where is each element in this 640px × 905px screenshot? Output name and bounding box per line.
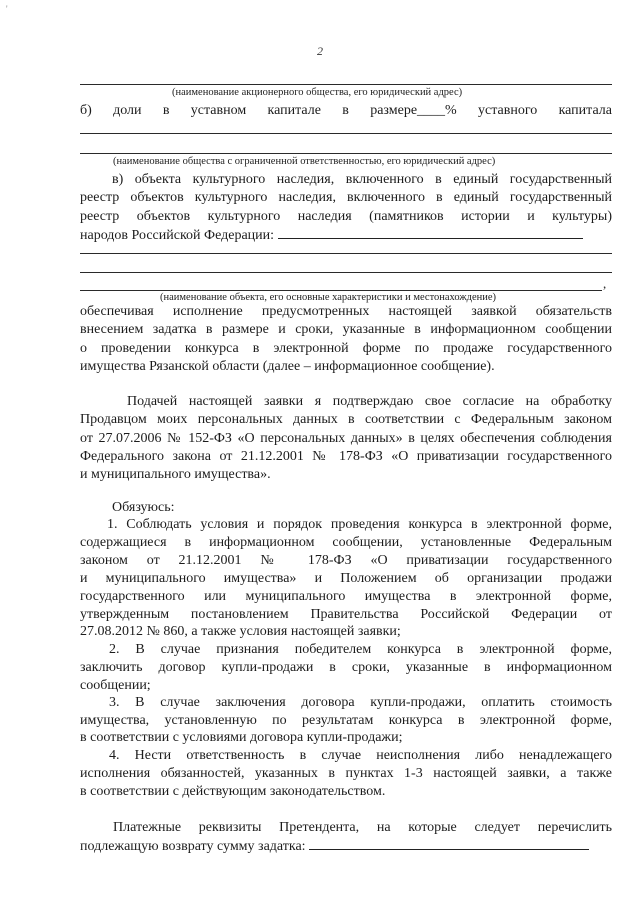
llc-name-caption: (наименование общества с ограниченной ответственностью, его юридический адрес) xyxy=(113,156,496,167)
obligation-line-16: в соответствии с действующим законодательством. xyxy=(80,784,386,799)
obligation-line-10: сообщении; xyxy=(80,678,151,693)
heritage-fill-line-1 xyxy=(80,253,612,254)
obligation-line-3: законом от 21.12.2001 № 178-ФЗ «О приватизации государственного xyxy=(80,553,612,568)
obligation-line-8: 2. В случае признания победителем конкурса в электронной форме, xyxy=(109,642,612,657)
consent-line-5: и муниципального имущества». xyxy=(80,467,271,482)
page-number: 2 xyxy=(317,44,323,58)
heritage-line-3: реестр объектов культурного наследия (памятников истории и культуры) xyxy=(80,209,612,224)
obligation-line-2: содержащиеся в информационном сообщении, установленные Федеральным xyxy=(80,535,612,550)
jsc-name-caption: (наименование акционерного общества, его юридический адрес) xyxy=(172,87,463,98)
obligation-line-13: в соответствии с условиями договора купли-продажи; xyxy=(80,730,403,745)
consent-line-4: Федерального закона от 21.12.2001 № 178-ФЗ «О приватизации государственного xyxy=(80,449,612,464)
llc-name-line-1 xyxy=(80,133,612,134)
heritage-fill-line-2 xyxy=(80,272,612,273)
llc-name-line-2 xyxy=(80,153,612,154)
share-capital-line: б) доли в уставном капитале в размере____% уставного капитала xyxy=(80,103,612,118)
consent-line-2: Продавцом моих персональных данных в соответствии с Федеральным законом xyxy=(80,412,612,427)
deposit-line-3: о проведении конкурса в электронной форме по продаже государственного xyxy=(80,341,612,356)
payment-line-2: подлежащую возврату сумму задатка: xyxy=(80,838,612,854)
heritage-line-1: в) объекта культурного наследия, включенного в единый государственный xyxy=(112,172,612,187)
deposit-line-4: имущества Рязанской области (далее – информационное сообщение). xyxy=(80,359,495,374)
obligation-line-15: исполнения обязанностей, указанных в пунктах 1-3 настоящей заявки, а также xyxy=(80,766,612,781)
heritage-object-field[interactable] xyxy=(278,227,583,239)
obligation-line-7: 27.08.2012 № 860, а также условия настоящей заявки; xyxy=(80,624,401,639)
payment-details-field[interactable] xyxy=(309,838,589,850)
share-percent-field[interactable]: ____ xyxy=(417,103,446,118)
heritage-trailing-comma: , xyxy=(603,276,607,291)
obligation-line-6: утвержденным постановлением Правительства Российской Федерации от xyxy=(80,607,612,622)
consent-line-1: Подачей настоящей заявки я подтверждаю свое согласие на обработку xyxy=(127,394,612,409)
obligation-line-5: государственного или муниципального имущества в электронной форме, xyxy=(80,589,612,604)
jsc-name-line xyxy=(80,84,612,85)
heritage-fill-line-3 xyxy=(80,290,602,291)
consent-line-3: от 27.07.2006 № 152-ФЗ «О персональных данных» в целях обеспечения соблюдения xyxy=(80,431,612,446)
deposit-line-2: внесением задатка в размере и сроки, указанные в информационном сообщении xyxy=(80,322,612,337)
payment-line-1: Платежные реквизиты Претендента, на которые следует перечислить xyxy=(113,820,612,835)
obligation-line-11: 3. В случае заключения договора купли-продажи, оплатить стоимость xyxy=(109,695,612,710)
obligation-line-9: заключить договор купли-продажи в сроки, указанные в информационном xyxy=(80,660,612,675)
obligation-line-12: имущества, установленную по результатам конкурса в электронной форме, xyxy=(80,713,612,728)
heritage-caption: (наименование объекта, его основные характеристики и местонахождение) xyxy=(160,292,497,303)
heritage-line-2: реестр объектов культурного наследия, включенного в единый государственный xyxy=(80,190,612,205)
obligation-line-1: 1. Соблюдать условия и порядок проведения конкурса в электронной форме, xyxy=(107,517,612,532)
share-word: доли xyxy=(113,103,142,118)
obligation-line-4: и муниципального имущества» и Положением об организации продажи xyxy=(80,571,612,586)
item-b-marker: б) xyxy=(80,103,92,118)
heritage-line-4: народов Российской Федерации: xyxy=(80,227,612,243)
deposit-line-1: обеспечивая исполнение предусмотренных настоящей заявкой обязательств xyxy=(80,304,612,319)
obligation-line-14: 4. Нести ответственность в случае неисполнения либо ненадлежащего xyxy=(109,748,612,763)
obligations-heading: Обязуюсь: xyxy=(112,500,175,515)
scan-corner-mark: ' xyxy=(6,4,8,14)
